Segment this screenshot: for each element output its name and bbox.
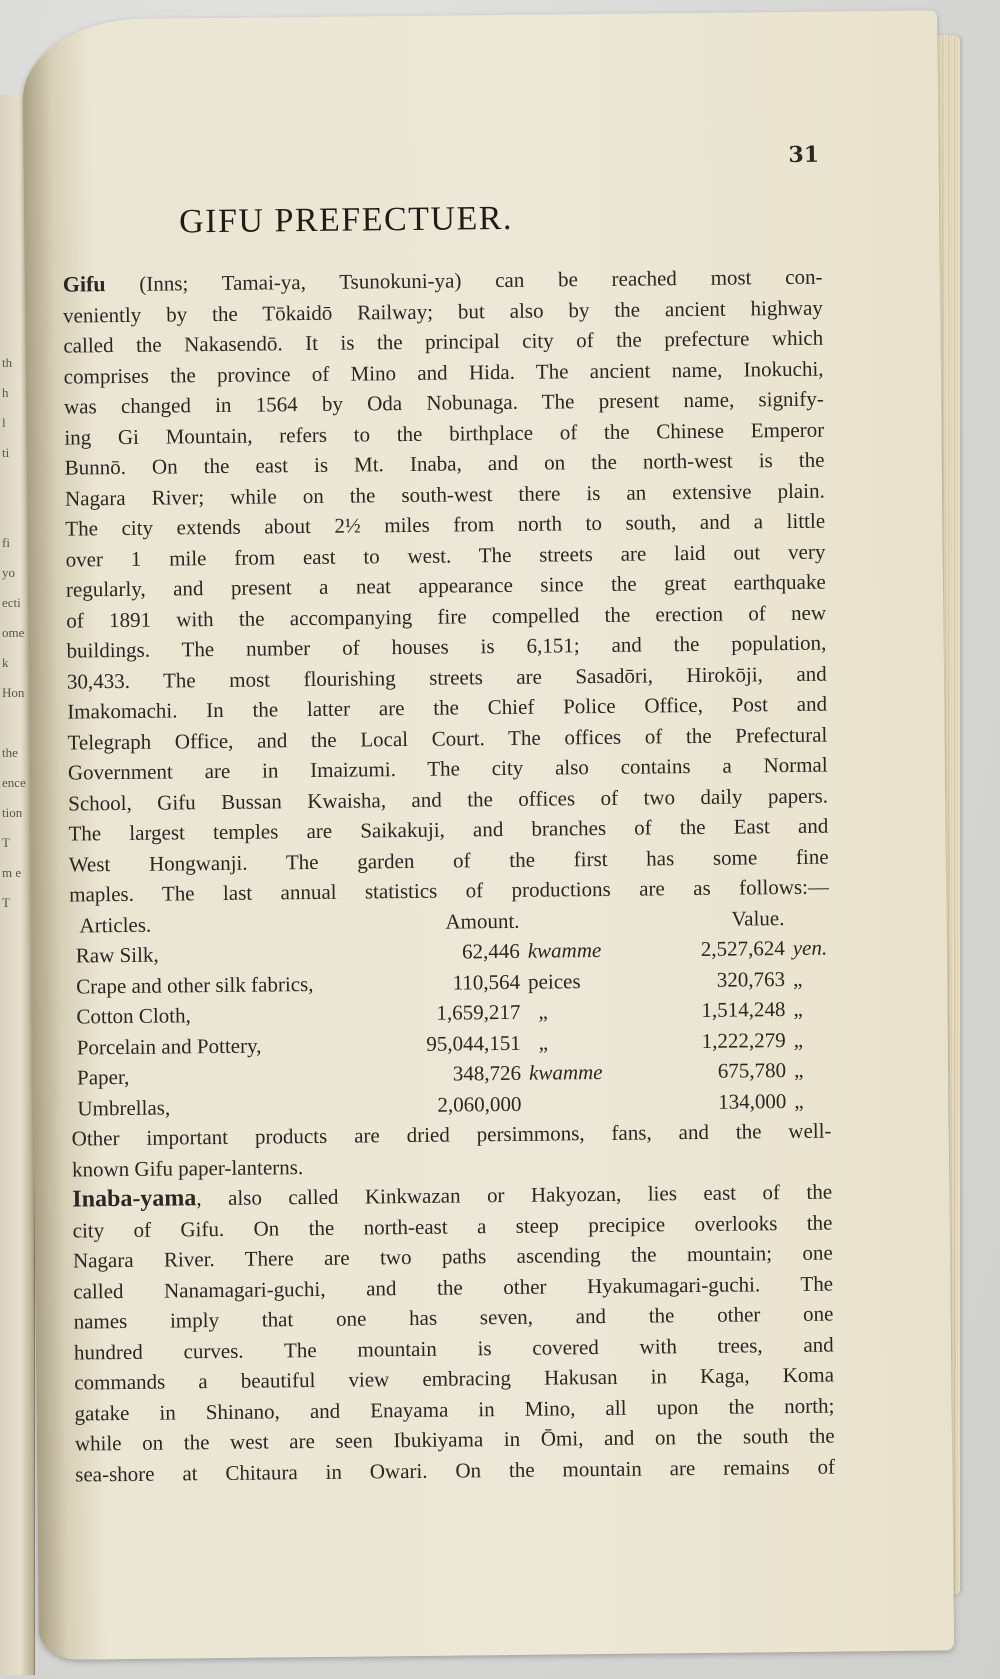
text-line: The city extends about 2½ miles from north to south, and a little [65,508,826,541]
book-page [22,10,954,1659]
article-cell: Cotton Cloth, [76,1003,191,1029]
value-unit-cell: „ [793,1057,804,1082]
prev-page-fragment: ecti [2,595,21,610]
article-cell: Umbrellas, [77,1095,171,1120]
text-line: names imply that one has seven, and the other one [73,1301,834,1334]
text-line: Nagara River. There are two paths ascending the mountain; one [72,1240,833,1273]
text-line: of 1891 with the accompanying fire compelled the erection of new [66,600,827,633]
prev-page-fragment: m e [2,865,22,880]
prev-page-fragment: T [2,895,10,910]
value-unit-cell: yen. [792,935,828,960]
prev-page-fragment: Hon [2,685,25,700]
header-value: Value. [731,905,785,931]
prev-page-fragment: T [2,835,10,850]
text-line: sea-shore at Chitaura in Owari. On the mountain are remains of [75,1454,836,1487]
text-line: School, Gifu Bussan Kwaisha, and the offices of two daily papers. [68,783,829,816]
amount-unit-cell: kwamme [528,1059,603,1085]
text-line: Other important products are dried persimmons, fans, and the well- [71,1118,832,1151]
prev-page-fragment: l [2,415,6,430]
prev-page-fragment: yo [2,565,15,580]
text-line: ing Gi Mountain, refers to the birthplace of the Chinese Emperor [64,417,825,450]
paragraph-other-products [72,1116,833,1185]
text-line: The largest temples are Saikakuji, and branches of the East and [68,813,829,846]
value-unit-cell: „ [794,1088,804,1113]
paragraph-gifu [63,262,830,910]
amount-cell: 348,726 [452,1060,522,1086]
amount-unit-cell [521,1087,631,1119]
text-line: known Gifu paper-lanterns. [71,1154,304,1182]
article-cell: Paper, [76,1064,130,1090]
amount-cell: 62,446 [461,938,520,964]
value-unit-cell: „ [792,966,803,991]
text-line: maples. The last annual statistics of productions are as follows:— [69,874,830,907]
prev-page-fragment: fi [2,535,10,550]
amount-cell: 110,564 [452,969,521,995]
prev-page-fragment: th [2,355,13,370]
text-line: Telegraph Office, and the Local Court. The offices of the Prefectural [67,722,828,755]
text-line: , also called Kinkwazan or Hakyozan, lies east of the [196,1179,833,1211]
prev-page-fragment: ome [2,625,25,640]
text-line: Bunnō. On the east is Mt. Inaba, and on the north-west is the [64,447,825,480]
text-line: was changed in 1564 by Oda Nobunaga. The present name, signify- [63,386,824,419]
value-cell: 1,514,248 [701,997,786,1022]
text-line: (Inns; Tamai-ya, Tsunokuni-ya) can be reached most con- [105,264,823,297]
text-line: Imakomachi. In the latter are the Chief Police Office, Post and [67,691,828,724]
value-cell: 1,222,279 [701,1027,786,1053]
text-line: regularly, and present a neat appearance since the great earthquake [65,569,826,602]
amount-cell: 95,044,151 [426,1030,521,1056]
text-line: gatake in Shinano, and Enayama in Mino, all upon the north; [74,1393,835,1426]
header-amount: Amount. [445,908,520,934]
lead-term: Gifu [62,271,106,297]
text-line: comprises the province of Mino and Hida. The ancient name, Inokuchi, [63,356,824,389]
prev-page-fragment: k [2,655,9,670]
text-line: Government are in Imaizumi. The city also contains a Normal [67,752,828,785]
value-unit-cell: „ [793,996,803,1021]
prev-page-fragment: h [2,385,9,400]
value-cell: 320,763 [716,966,786,992]
text-line: while on the west are seen Ibukiyama in Ōmi, and on the south the [74,1423,835,1456]
production-statistics-table [69,902,831,1123]
prev-page-fragment: tion [2,805,23,820]
amount-cell: 2,060,000 [437,1091,522,1117]
lead-term: Inaba-yama [72,1185,197,1213]
text-line: called the Nakasendō. It is the principal city of the prefecture which [63,325,824,358]
value-cell: 675,780 [717,1058,787,1083]
article-cell: Raw Silk, [75,942,159,968]
page-title: GIFU PREFECTUER. [178,199,514,241]
amount-unit-cell: „ [538,1030,549,1055]
text-line: called Nanamagari-guchi, and the other Hyakumagari-guchi. The [73,1271,834,1304]
header-articles: Articles. [79,912,152,937]
article-cell: Crape and other silk fabrics, [75,971,314,998]
text-line: city of Gifu. On the north-east a steep precipice overlooks the [72,1210,833,1243]
prev-page-fragment: the [2,745,18,760]
text-line: West Hongwanji. The garden of the first has some fine [68,844,829,877]
value-cell: 2,527,624 [700,936,785,961]
text-line: Nagara River; while on the south-west there is an extensive plain. [64,478,825,511]
text-line: commands a beautiful view embracing Hakusan in Kaga, Koma [74,1362,835,1395]
body-text [63,262,836,1490]
amount-unit-cell: peices [527,968,581,994]
text-line: hundred curves. The mountain is covered with trees, and [73,1332,834,1365]
text-line: veniently by the Tōkaidō Railway; but also by the ancient highway [62,295,823,328]
value-unit-cell: „ [793,1027,804,1052]
paragraph-inaba-yama [72,1177,835,1490]
amount-unit-cell: „ [538,999,548,1024]
amount-unit-cell: kwamme [527,937,602,963]
text-line: buildings. The number of houses is 6,151; and the population, [66,630,827,663]
prev-page-fragment: ence [2,775,26,790]
page-number: 31 [788,141,820,168]
text-line: over 1 mile from east to west. The streets are laid out very [65,539,826,572]
text-line: 30,433. The most flourishing streets are Sasadōri, Hirokōji, and [66,661,827,694]
amount-cell: 1,659,217 [436,999,521,1025]
value-cell: 134,000 [717,1088,787,1114]
prev-page-fragment: ti [2,445,10,460]
article-cell: Porcelain and Pottery, [76,1033,262,1059]
